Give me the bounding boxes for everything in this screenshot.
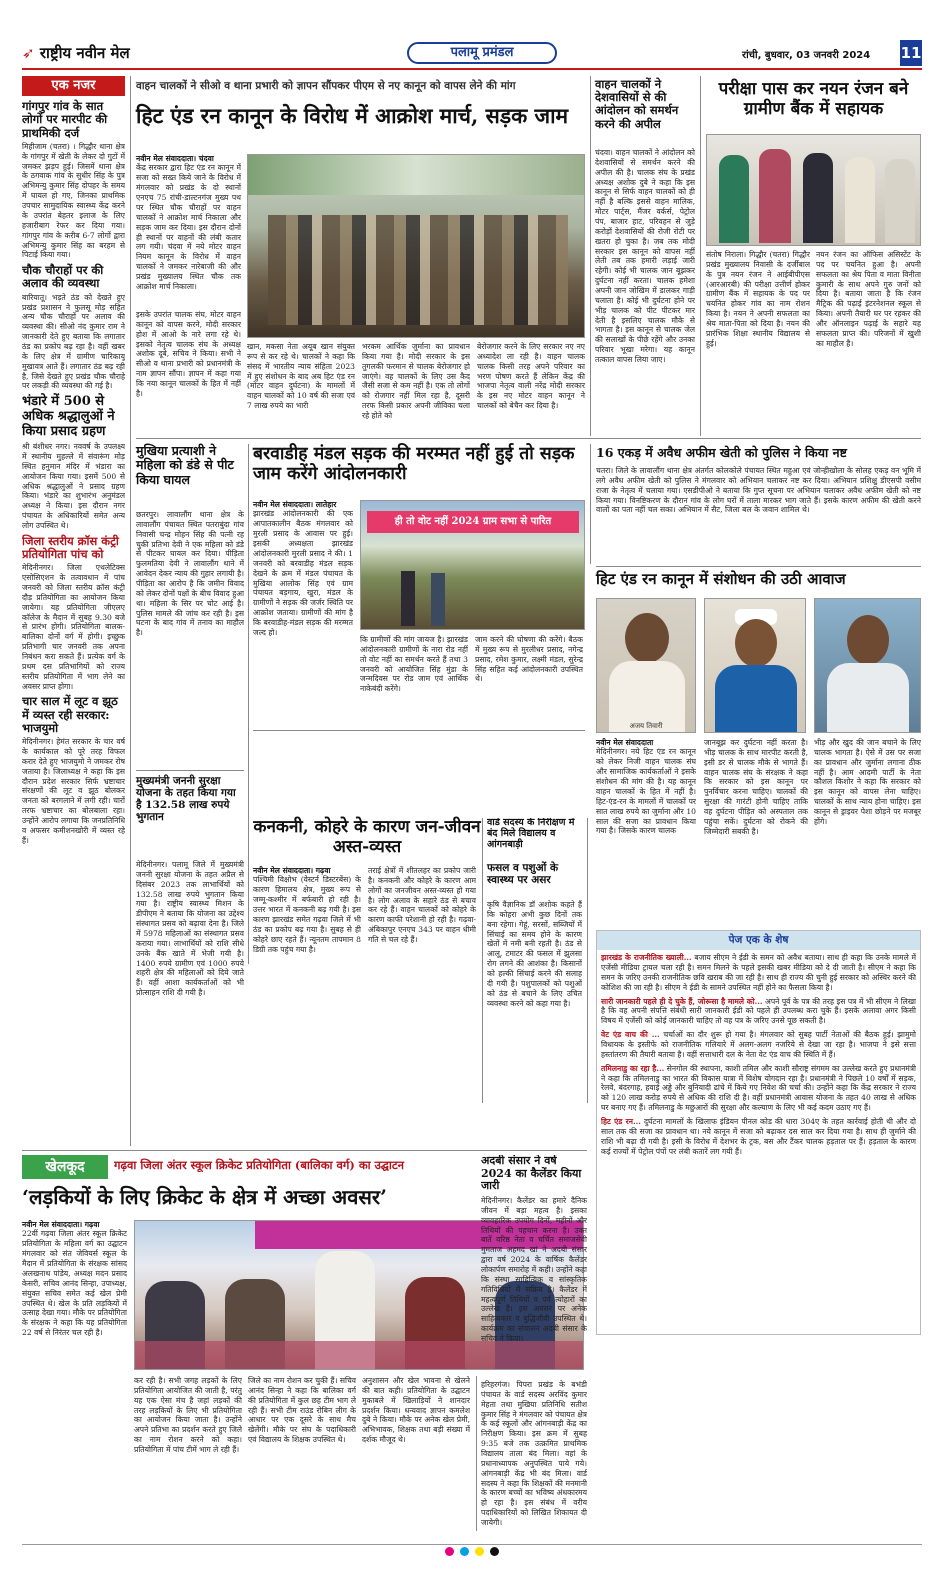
bank-story-headline: परीक्षा पास कर नयन रंजन बने ग्रामीण बैंक में सहायक bbox=[718, 79, 909, 119]
reform-speaker-3-photo bbox=[814, 598, 921, 733]
masthead bbox=[22, 40, 922, 70]
calendar-body: मेदिनीनगर। कैलेंडर का हमारे दैनिक जीवन में बड़ा महत्व है। इसका व्यावहारिक उपयोग दिनों, महीनों और तिथियों की पहचान करना है। उक्त बातें वरिष्ठ नेता व चर्चित समाजसेवी मुमताज अहमद खां ने अदबी संसार द्वारा वर्ष 2024 के वार्षिक कैलेंडर लोकार्पण समारोह में कही। उन्होंने कहा कि संस्था साहित्यिक व सांस्कृतिक गतिविधियों में सक्रिय है। कैलेंडर में महत्वपूर्ण तिथियों व पर्व त्योहारों का उल्लेख है। इस अवसर पर अनेक साहित्यकार व बुद्धिजीवी उपस्थित थे। कार्यक्रम का संचालन अदबी संसार के सचिव ने किया। bbox=[481, 1195, 587, 1343]
page-number: 11 bbox=[900, 40, 922, 66]
sports-headline: ‘लड़कियों के लिए क्रिकेट के क्षेत्र में अच्छा अवसर’ bbox=[22, 1185, 387, 1209]
jsy-story-body: मेदिनीनगर। पलामू जिले में मुख्यमंत्री जननी सुरक्षा योजना के तहत अप्रैल से दिसंबर 2023 तक लाभार्थियों को 132.58 लाख रुपये भुगतान किया गया है। राष्ट्रीय स्वास्थ्य मिशन के डीपीएम ने बताया कि योजना का उद्देश्य संस्थागत प्रसव को बढ़ावा देना है। जिले में 5978 महिलाओं का संस्थागत प्रसव कराया गया। लाभार्थियों को राशि सीधे उनके बैंक खाते में भेजी गयी है। 1400 रुपये ग्रामीण एवं 1000 रुपये शहरी क्षेत्र की महिलाओं को दिये जाते हैं। वहीं आशा कार्यकर्ताओं को भी प्रोत्साहन राशि दी गयी है। bbox=[136, 860, 244, 998]
top-story-col2: इसके उपरांत चालक संघ, मोटर वाहन कानून को वापस करने, मोदी सरकार होश में आओ के नारे लगा रहे थे। इसको नेतृत्व चालक संघ के अध्यक्ष अशोक दूबे, सचिव ने किया। सभी ने सीओ व थाना प्रभारी को प्रधानमंत्री के नाम ज्ञापन सौंपा। ज्ञापन में कहा गया कि नया कानून चालकों के हित में नहीं है। bbox=[136, 310, 241, 398]
top-story-headline: हिट एंड रन कानून के विरोध में आक्रोश मार्च, सड़क जाम bbox=[136, 103, 569, 128]
hr-reform-col2: जानबूझ कर दुर्घटना नहीं करता है। भीड़ चालक के साथ मारपीट करती है, इसी डर से चालक मौके से भागते हैं। वाहन चालक संघ के संरक्षक ने कहा कि सरकार को इस कानून पर पुनर्विचार करना चाहिए। चालकों की सुरक्षा की गारंटी होनी चाहिए ताकि वह दुर्घटना पीड़ित को अस्पताल तक पहुंचा सकें। दुर्घटना को रोकने की जिम्मेदारी सबकी है। bbox=[704, 738, 808, 836]
top-story-col4: भरकम आर्थिक जुर्माना का प्रावधान किया गया है। मोदी सरकार के इस तुगलकी फरमान से चालक बेरोजगार हो जाएंगे। वह चालकों के लिए उस कैद जैसी सजा से कम नहीं है। एक तो लोगों को रोजगार नहीं मिल रहा है, दूसरी तरफ किसी प्रकार अपनी जीविका चला रहे होते को bbox=[362, 342, 470, 421]
top-story-col3: खान, मकसा नेता अयूब खान संयुक्त रूप से कर रहे थे। चालकों ने कहा कि संसद में भारतीय न्याय संहिता 2023 में हुए संशोधन के बाद अब हिट एंड रन (मोटर वाहन दुर्घटना) के मामलों में वाहन चालकों को 10 वर्ष की सजा एवं 7 लाख रुपये का भारी bbox=[247, 342, 355, 411]
magenta-dot-icon bbox=[445, 1547, 454, 1556]
road-story-byline: नवीन मेल संवाददाता। लातेहार bbox=[253, 500, 337, 509]
reform-speaker-2-photo bbox=[704, 598, 806, 733]
road-story-col2: कि ग्रामीणों की मांग जायज है। झारखंड आंदोलनकारी ग्रामीणों के नारा रोड नहीं तो वोट नहीं का समर्थन करते हैं तथा 3 जनवरी को आयोजित सिंह मुंडा के जन्मदिवस पर रोड जाम एवं आर्थिक नाकेबंदी करेंगे। bbox=[360, 635, 468, 694]
opium-story-headline: 16 एकड़ में अवैध अफीम खेती को पुलिस ने किया नष्ट bbox=[596, 445, 847, 460]
top-story-col1: केंद्र सरकार द्वारा हिट एंड रन कानून में सजा को सख्त किये जाने के विरोध में मंगलवार को प्रखंड के दो स्थानों एनएच 75 रांची-डाल्टनगंज मुख्य पथ पर स्थित चौक चौराहों पर वाहन चालकों ने आक्रोश मार्च निकाला और सड़क जाम कर दिया। इस दौरान दोनों ही स्थानों पर वाहनों की लंबी कतार लग गयी। चंदवा में नये मोटर वाहन नियम कानून के विरोध में वाहन चालकों ने जमकर नारेबाजी की और प्रखंड मुख्यालय स्थित चौक तक आक्रोश मार्च निकाला। bbox=[136, 163, 241, 291]
mukhiya-story-headline: मुखिया प्रत्याशी ने महिला को डंडे से पीट किया घायल bbox=[136, 443, 234, 487]
sidebar-item-title: चौक चौराहों पर की अलाव की व्यवस्था bbox=[22, 263, 104, 291]
sidebar-item-body: बारियातू। भड़ते ठंड को देखते हुए प्रखंड प्रशासन ने फुलसू मोड़ सहित अन्य चौक चौराहों पर अलाव की व्यवस्था की। सीओ नंद कुमार राम ने जानकारी देते हुए बताया कि लगातार ठंड का प्रकोप बढ़ रहा है। वहीं खबर के लिए क्षेत्र में ग्रामीण चारिकायू मुखावत्र आते हैं। लगातार ठंड बढ़ रही है, जिसे देखते हुए प्रखंड चौक चौराहे पर लकड़ी की व्यवस्था की गई है। bbox=[22, 292, 125, 391]
sports-kicker: गढ़वा जिला अंतर स्कूल क्रिकेट प्रतियोगिता (बालिका वर्ग) का उद्घाटन bbox=[114, 1158, 405, 1172]
continued-title: तमिलनाडु का रहा है... bbox=[601, 1063, 665, 1073]
road-story-headline: बरवाडीह मंडल सड़क की मरम्मत नहीं हुई तो सड़क जाम करेंगे आंदोलनकारी bbox=[253, 444, 575, 485]
continued-body: सेनगोल की स्थापना, काशी तमिल और काशी सौराष्ट्र संगमम का उल्लेख करते हुए प्रधानमंत्री ने कहा कि तमिलनाडु का भारत की विकास यात्रा में विशेष योगदान रहा है। प्रधानमंत्री ने पिछले 10 वर्षों में सड़क, रेलवे, बंदरगाह, हवाई अड्डे और बुनियादी ढांचे में किये गए निवेश की चर्चा की। उन्होंने कहा कि केंद्र सरकार ने राज्य को 120 लाख करोड़ रुपये से अधिक की राशि दी है। वहीं प्रधानमंत्री आवास योजना के तहत 40 लाख से अधिक घर बनाए गए हैं। तमिलनाडु के मछुआरों की सुरक्षा और कल्याण के लिए भी कई कदम उठाए गए हैं। bbox=[601, 1063, 916, 1113]
calendar-col bbox=[481, 1155, 587, 1375]
bank-story-col1: संतोष निराला। गिद्धौर (चतरा) गिद्धौर प्रखंड मुख्यालय निवासी के दर्जीबाल के पुत्र नयन रंजन ने आईबीपीएस (आरआरबी) की परीक्षा उत्तीर्ण होकर ग्रामीण बैंक में सहायक के पद पर चयनित होकर गांव का नाम रोशन किया है। नयन ने अपनी सफलता का श्रेय माता-पिता को दिया है। नयन की प्रारंभिक शिक्षा स्थानीय विद्यालय से हुई। bbox=[706, 250, 810, 348]
sidebar-item-body: मेदिनीनगर। जिला एथलेटिक्स एसोसिएशन के तत्वावधान में पांच जनवरी को जिला स्तरीय क्रॉस कंट्री दौड़ प्रतियोगिता का आयोजन किया जायेगा। यह प्रतियोगिता जीएलए कॉलेज के मैदान में सुबह 9.30 बजे से प्रारंभ होगी। प्रतियोगिता बालक-बालिका दोनों वर्ग में होगी। इच्छुक प्रतिभागी चार जनवरी तक अपना निबंधन करा सकते हैं। प्रत्येक वर्ग के प्रथम दस प्रतिभागियों को राज्य स्तरीय प्रतियोगिता में भाग लेने का अवसर प्राप्त होगा। bbox=[22, 563, 125, 691]
nayan-ranjan-family-photo bbox=[706, 134, 921, 246]
continued-body: दुर्घटना मामलों के खिलाफ इंडियन पीनल कोड की धारा 304ए के तहत कार्रवाई होती थी और दो साल तक की सजा का प्रावधान था। नये कानून में सजा को बढ़ाकर दस साल कर दिया गया है। साथ ही जुर्माने की राशि भी बढ़ा दी गयी है। इसी के विरोध में देशभर के ट्रक, बस और टैंकर चालक हड़ताल पर हैं। हड़ताल के कारण कई राज्यों में पेट्रोल पंपों पर लंबी कतारें लग गयी हैं। bbox=[601, 1117, 916, 1156]
bird-logo-icon: ➶ bbox=[22, 44, 35, 62]
sidebar-label: एक नजर bbox=[22, 76, 125, 96]
sports-tag: खेलकूद bbox=[22, 1155, 108, 1179]
continued-body: बजाय सीएम ने ईडी के समन को अवैध बताया। साथ ही कहा कि उनके मामले में एजेंसी मीडिया ट्रायल चला रही है। समन मिलने के पहले इसकी खबर मीडिया को दे दी जाती है। सीएम ने कहा कि समन के जरिए उनकी राजनीतिक छवि खराब की जा रही है। साथ ही राज्य की चुनी हुई सरकार को अस्थिर करने की कोशिश की जा रही है। सीएम ने ईडी के सामने उपस्थित नहीं होने का फैसला किया है। bbox=[601, 953, 916, 992]
cold-story-byline: नवीन मेल संवाददाता। गढ़वा bbox=[253, 866, 331, 875]
crop-story-headline: फसल व पशुओं के स्वास्थ्य पर असर bbox=[487, 862, 559, 887]
sports-col4: अनुशासन और खेल भावना से खेलने की बात कही। प्रतियोगिता के उद्घाटन मुकाबले में खिलाड़ियों ने शानदार प्रदर्शन किया। धन्यवाद ज्ञापन कमलेश दुबे ने किया। मौके पर अनेक खेल प्रेमी, अभिभावक, शिक्षक तथा बड़ी संख्या में दर्शक मौजूद थे। bbox=[362, 1376, 470, 1445]
continued-label: पेज एक के शेष bbox=[597, 931, 920, 950]
protest-march-photo bbox=[247, 154, 585, 338]
hr-reform-headline: हिट एंड रन कानून में संशोधन की उठी आवाज bbox=[596, 570, 846, 588]
black-dot-icon bbox=[490, 1547, 499, 1556]
sidebar-item-body: मेदिनीनगर। हेमंत सरकार के चार वर्ष के कार्यकाल को पूरे तरह विफल करार देते हुए भाजयुमो ने जमकर रोष जताया है। जिलाध्यक्ष ने कहा कि इस दौरान प्रदेश सरकार सिर्फ भ्रष्टाचार संरक्षणों की लूट व झूठ बोलकर जनता को बरगलाने में लगी रही। चारों तरफ भ्रष्टाचार का बोलबाला रहा। उन्होंने आरोप लगाया कि जनप्रतिनिधि व अफसर कमीशनखोरी में व्यस्त रहे हैं। bbox=[22, 737, 125, 845]
ek-nazar-sidebar bbox=[22, 76, 125, 1146]
crop-story-body: कृषि वैज्ञानिक डॉ अशोक कहते हैं कि कोहरा अभी कुछ दिनों तक बना रहेगा। गेहूं, सरसों, सब्जियों में सिंचाई का समय होने के कारण खेतों में नमी बनी रहती है। ठंड से आलू, टमाटर की फसल में झुलसा रोग लगने की आशंका है। किसानों को हल्की सिंचाई करने की सलाह दी गयी है। पशुपालकों को पशुओं को ठंड से बचाने के लिए उचित व्यवस्था करने को कहा गया है। bbox=[487, 900, 582, 1008]
road-story-col1: झारखंड आंदोलनकारी की एक आपातकालीन बैठक मंगलवार को मुरली प्रसाद के आवास पर हुई। इसकी अध्यक्षता झारखंड आंदोलनकारी मुरली प्रसाद ने की। 1 जनवरी को बरवाडीह मंडल सड़क देखने के क्रम में मंडल पंचायत के मुखिया आलोक सिंह एवं ग्राम पंचायत बड़गाय, खुरा, मंडल के ग्रामीणों ने सड़क की जर्जर स्थिति पर आक्रोश जताया। ग्रामीणों की मांग है कि बरवाडीह-मंडल सड़क की मरम्मत जल्द हो। bbox=[253, 509, 353, 637]
continued-title: हिट एंड रन... bbox=[601, 1117, 641, 1127]
yellow-dot-icon bbox=[475, 1547, 484, 1556]
continued-body: अपने पूर्व के पत्र की तरह इस पत्र में भी सीएम ने लिखा है कि वह अपनी संपत्ति संबंधी सारी जानकारी ईडी को पहले ही उपलब्ध करा चुके हैं। इसके अलावा अगर किसी विषय में एजेंसी को कोई जानकारी चाहिए तो वह पत्र के जरिए उनसे पूछ सकती है। bbox=[601, 996, 916, 1026]
ward-body: हरिहरगंज। पिपरा प्रखंड के बभंडी पंचायत के वार्ड सदस्य अरविंद कुमार मेहता तथा मुखिया प्रतिनिधि सतीश कुमार सिंह ने मंगलवार को पंचायत क्षेत्र के कई स्कूलों और आंगनबाड़ी केंद्र का निरीक्षण किया। इस क्रम में सुबह 9:35 बजे तक उत्क्रमित प्राथमिक विद्यालय ताला बंद मिला। वहां के प्रधानाध्यापक अनुपस्थित पाये गये। आंगनबाड़ी केंद्र भी बंद मिला। वार्ड सदस्य ने कहा कि शिक्षकों की मनमानी के कारण बच्चों का भविष्य अंधकारमय हो रहा है। इस संबंध में वरीय पदाधिकारियों को लिखित शिकायत दी जायेगी। bbox=[481, 1380, 587, 1528]
sidebar-item-body: मिहीजाम (चतरा) । गिद्धौर थाना क्षेत्र के गांगपुर में खेती के लेकर दो गुटों में जमकर झड़प हुई। जिसमें थाना क्षेत्र के ठगवाक गांव के सुधीर सिंह के पुत्र अभिमन्यु कुमार सिंह दोपहर के समय में घायल हो गए, जिनका प्राथमिक उपचार सामुदायिक स्वास्थ्य केंद्र करने के उपरांत बेहतर इलाज के लिए हजारीबाग रेफर कर दिया गया। गांगपुर गांव के करीब 6-7 लोगों द्वारा अभिमन्यु कुमार सिंह का बरहम से पिटाई किया गया। bbox=[22, 141, 125, 260]
cold-story-headline: कनकनी, कोहरे के कारण जन-जीवन अस्त-व्यस्त bbox=[253, 817, 481, 857]
hr-reform-col1: मेदिनीनगर। नये हिट एंड रन कानून को लेकर निजी वाहन चालक संघ और सामाजिक कार्यकर्ताओं ने इसके संशोधन की मांग की है। यह कानून वाहन चालकों के हित में नहीं है। हिट-एंड-रन के मामलों में चालकों पर सात लाख रुपये का जुर्माना और 10 साल की सजा का प्रावधान किया गया है। जिसके कारण चालक bbox=[596, 747, 696, 836]
sidebar-item-title: जिला स्तरीय क्रॉस कंट्री प्रतियोगिता पांच को bbox=[22, 533, 119, 562]
sports-col2: कर रही है। सभी जगह लड़कों के लिए प्रतियोगिता आयोजित की जाती है, परंतु यह एक ऐसा मंच है जहां लड़कों की तरह लड़कियों के लिए भी प्रतियोगिता का आयोजन किया जाता है। उन्होंने अपने प्रतिभा का प्रदर्शन करते हुए जिले का नाम रोशन करने को कहा। प्रतियोगिता में पांच टीमें भाग ले रही हैं। bbox=[134, 1376, 242, 1455]
page-one-continued-box bbox=[596, 930, 921, 1335]
paper-name: ➶ राष्ट्रीय नवीन मेल bbox=[22, 44, 130, 62]
jsy-story-headline: मुख्यमंत्री जननी सुरक्षा योजना के तहत किया गया है 132.58 लाख रुपये भुगतान bbox=[136, 775, 236, 824]
support-story-body: चंदवा। वाहन चालकों ने आंदोलन को देशवासियों से समर्थन करने की अपील की है। चालक संघ के प्रखंड अध्यक्ष अशोक दुबे ने कहा कि इस कानून से सिर्फ वाहन चालकों को ही नहीं है बल्कि इससे वाहन मालिक, मोटर पार्ट्स, मैंजर वर्कर्स, पेट्रोल पंप, बाजार हाट, परिवहन से जुड़े करोड़ों देशवासियों की रोजी रोटी पर खतरा हो चुका है। जब तक मोदी सरकार इस कानून को वापस नहीं लेती तब तक हमारी लड़ाई जारी रहेगी। कोई भी चालक जान बूझकर दुर्घटना नहीं करता। चालक हमेशा अपनी जान जोखिम में डालकर गाड़ी चलाता है। कोई भी दुर्घटना होने पर भीड़ चालक को पीट पीटकर मार देती है इसलिए चालक मौके से भागता है। इस कानून से चालक जेल की सलाखों के पीछे रहेंगे और उनका परिवार भूखा मरेगा। यह कानून तत्काल वापस लिया जाए। bbox=[595, 148, 695, 365]
ward-block-headline: वार्ड सदस्य के निरीक्षण में बंद मिले विद्यालय व आंगनबाड़ी bbox=[487, 818, 575, 850]
calendar-headline: अदबी संसार ने वर्ष 2024 का कैलेंडर किया जारी bbox=[481, 1155, 582, 1193]
sidebar-item-title: गांगपुर गांव के सात लोगों पर मारपीट की प्राथमिकी दर्ज bbox=[22, 99, 108, 140]
photo-caption: अजय तिवारी bbox=[629, 722, 663, 731]
continued-title: सारी जानकारी पहले ही दे चुके हैं, जोरूसा है मामले को... bbox=[601, 996, 763, 1006]
ajay-tiwari-photo bbox=[596, 598, 696, 733]
sidebar-item-body: श्री बंशीधर नगर। नववर्ष के उपलक्ष्य में स्थानीय मुहल्ले में संवारूंग मोड़ स्थित हनुमान मंदिर में भंडारा का आयोजन किया गया। इसमें 500 से अधिक श्रद्धालुओं ने प्रसाद ग्रहण किया। भंडारे का शुभारंभ अनुमंडल अध्यक्ष ने किया। इस दौरान नगर पंचायत के अधिकारियों समेत अन्य लोग उपस्थित थे। bbox=[22, 442, 125, 530]
section-banner: पलामू प्रमंडल bbox=[407, 42, 557, 64]
hr-reform-byline: नवीन मेल संवाददाता bbox=[596, 738, 654, 747]
top-story-kicker: वाहन चालकों ने सीओ व थाना प्रभारी को ज्ञापन सौंपकर पीएम से नए कानून को वापस लेने की मांग bbox=[136, 80, 516, 92]
sidebar-item-title: चार साल में लूट व झूठ में व्यस्त रही सरकार: भाजयुमो bbox=[22, 694, 118, 735]
hr-reform-col3: भीड़ और खुद की जान बचाने के लिए चालक भागता है। ऐसे में उस पर सजा का प्रावधान और जुर्माना लगाना ठीक नहीं है। आम आदमी पार्टी के नेता कौशल किशोर ने कहा कि सरकार को इस कानून को वापस लेना चाहिए। चालकों के साथ न्याय होना चाहिए। इस कानून से ड्राइवर पेशा छोड़ने पर मजबूर होंगे। bbox=[814, 738, 921, 826]
road-story-col3: जाम करने की घोषणा की करेंगे। बैठक में मुख्य रूप से मुरलीधर प्रसाद, नगेन्द्र प्रसाद, रमेश कुमार, लक्ष्मी मंडल, सुरेन्द्र सिंह सहित कई आंदोलनकारी उपस्थित थे। bbox=[475, 635, 583, 684]
support-story-headline: वाहन चालकों ने देशवासियों से की आंदोलन को समर्थन करने की अपील bbox=[595, 77, 679, 131]
sidebar-item-title: भंडारे में 500 से अधिक श्रद्धालुओं ने किया प्रसाद ग्रहण bbox=[22, 394, 115, 440]
footer-color-bar bbox=[22, 1544, 922, 1558]
continued-title: झारखंड के राजनीतिक ख्याली... bbox=[601, 953, 692, 963]
sports-col3: जिले का नाम रोशन कर चुकी हैं। सचिव आनंद सिन्हा ने कहा कि बालिका वर्ग की प्रतियोगिता में कुल छह टीम भाग ले रही हैं। सभी टीम राउंड रोबिन लीग के आधार पर एक दूसरे के साथ मैच खेलेंगी। मौके पर संघ के पदाधिकारी एवं विद्यालय के शिक्षक उपस्थित थे। bbox=[248, 1376, 356, 1445]
dateline: रांची, बुधवार, 03 जनवरी 2024 bbox=[742, 50, 871, 61]
gram-sabha-banner-photo bbox=[360, 500, 585, 630]
gram-sabha-banner: ही तो वोट नहीं 2024 ग्राम सभा से पारित bbox=[367, 511, 579, 533]
cold-story-col1: पश्चिमी विक्षोभ (वेस्टर्न डिस्टरबेंस) के कारण हिमालय क्षेत्र, मुख्य रूप से जम्मू-कश्मीर में बर्फबारी हो रही है। उत्तर भारत में कनकनी बढ़ गयी है। इस कारण झारखंड समेत गढ़वा जिले में भी ठंड का प्रकोप बढ़ गया है। सुबह से ही कोहरे छाए रहते हैं। न्यूनतम तापमान 8 डिग्री तक पहुंच गया है। bbox=[253, 875, 361, 954]
continued-body: चर्चाओं का दौर शुरू हो गया है। मंगलवार को सुबह पार्टी नेताओं की बैठक हुई। झामुमो विधायक के इस्तीफे को राजनीतिक गलियारे में अलग-अलग नजरिये से देखा जा रहा है। भाजपा ने इसे सत्ता हस्तांतरण की तैयारी बताया है। वहीं सत्ताधारी दल के नेता वेट एंड वाच की स्थिति में हैं। bbox=[601, 1030, 916, 1059]
mukhiya-story-body: छतरपुर। लावालौंग थाना क्षेत्र के लावालौंग पंचायत स्थित पतराबुंदा गांव निवासी चन्द्र मोहन सिंह की पत्नी रह चुकी प्रतिभा देवी ने एक महिला को डंडे से पीटकर घायल कर दिया। पीड़िता फुलमतिया देवी ने लावालौंग थाने में आवेदन देकर न्याय की गुहार लगायी है। पीड़िता का आरोप है कि जमीन विवाद को लेकर दोनों पक्षों के बीच विवाद हुआ था। महिला के सिर पर चोट आई है। पुलिस मामले की जांच कर रही है। इस घटना के बाद गांव में तनाव का माहौल है। bbox=[136, 510, 244, 638]
cold-story-col2: तराई क्षेत्रों में शीतलहर का प्रकोप जारी है। कनकनी और कोहरे के कारण आम लोगों का जनजीवन अस्त-व्यस्त हो गया है। लोग अलाव के सहारे ठंड से बचाव कर रहे हैं। वाहन चालकों को कोहरे के कारण काफी परेशानी हो रही है। गढ़वा-अंबिकापुर एनएच 343 पर वाहन धीमी गति से चल रहे हैं। bbox=[368, 866, 476, 945]
continued-title: वेट एंड वाच की ... bbox=[601, 1030, 660, 1040]
bank-story-col2: नयन रंजन का ऑफिस असिस्टेंट के पद पर चयनित हुआ है। अपनी सफलता का श्रेय पिता व माता विनीता कुमारी के साथ अपने गुरु जनों को दिया है। बताया जाता है कि रंजन मैट्रिक की पढ़ाई इंटरनेशनल स्कूल से किया। अपनी तैयारी घर पर रहकर की और ऑनलाइन पढ़ाई के सहारे यह सफलता प्राप्त की। परिजनों में खुशी का माहौल है। bbox=[816, 250, 921, 348]
top-story-byline: नवीन मेल संवाददाता। चंदवा bbox=[136, 154, 214, 163]
ward-block bbox=[487, 818, 582, 858]
top-story-col5: बेरोजगार करने के लिए सरकार नए नए अध्यादेश ला रही है। वाहन चालक चालक किसी तरह अपने परिवार का भरण पोषण करते हैं लेकिन केंद्र की भाजपा नेतृत्व वाली नरेंद्र मोदी सरकार के इस नए मोटर वाहन कानून ने चालकों को बेचैन कर दिया है। bbox=[477, 342, 585, 411]
sports-col1: 22वीं गढ़वा जिला अंतर स्कूल क्रिकेट प्रतियोगिता के महिला वर्ग का उद्घाटन मंगलवार को संत जेवियर्स स्कूल के मैदान में प्रतियोगिता के संरक्षक सांसद अलखनाथ पांडेय, अध्यक्ष मदन प्रसाद केसरी, सचिव आनंद सिन्हा, उपाध्यक्ष, संयुक्त सचिव समेत कई खेल प्रेमी उपस्थित थे। खेल के प्रति लड़कियों में उत्साह देखा गया। मौके पर प्रतियोगिता के संरक्षक ने कहा कि यह प्रतियोगिता 22 वर्ष से निरंतर चल रही है। bbox=[22, 1229, 127, 1338]
sports-byline: नवीन मेल संवाददाता। गढ़वा bbox=[22, 1220, 100, 1229]
cyan-dot-icon bbox=[460, 1547, 469, 1556]
opium-story-body: चतरा। जिले के लावालौंग थाना क्षेत्र अंतर्गत कोलकोले पंचायत स्थित महुआ एवं जोन्हीखोला के सोलह एकड़ वन भूमि में लगे अवैध अफीम खेती को पुलिस ने मंगलवार को अभियान चलाकर नष्ट कर दिया। अभियान प्रशिक्षु डीएसपी वसीम राजा के नेतृत्व में चलाया गया। एसडीपीओ ने बताया कि गुप्त सूचना पर अभियान चलाकर अवैध अफीम खेती को नष्ट किया गया। विनष्टिकरण के दौरान गांव के लोग घरों में ताला मारकर भाग जाते हैं। इसके कारण अफीम की खेती करने वालों का पता नहीं चल सका। अभियान में सैट, जिला बल के जवान शामिल थे। bbox=[596, 466, 921, 515]
